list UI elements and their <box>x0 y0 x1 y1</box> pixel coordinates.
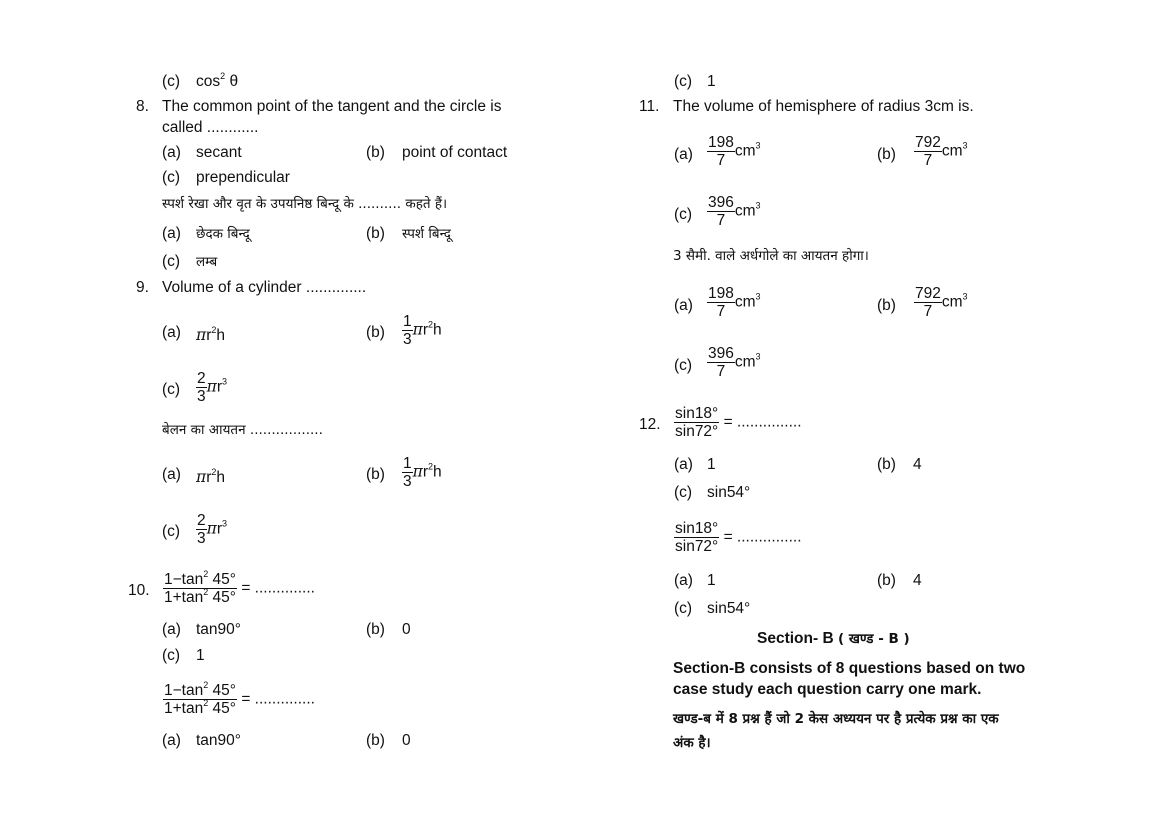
option-text: 1 <box>707 73 716 90</box>
question-formula: $\frac{1-\tan^2 45^\circ}{1+\tan^2 45^\circ}$ = .............. <box>164 680 315 717</box>
option-label: (c) <box>674 484 693 501</box>
option-text: secant <box>196 144 242 161</box>
option-formula: $\pi r^2h$ <box>196 325 225 344</box>
option-formula: $\frac{198}{7}$ $cm^3$ <box>708 134 761 169</box>
option-label: (c) <box>162 253 181 270</box>
option-text: 0 <box>402 732 411 749</box>
option-text: sin54° <box>707 600 751 617</box>
option-text: 4 <box>913 572 922 589</box>
option-label: (c) <box>674 357 693 374</box>
question-text: The common point of the tangent and the circle is <box>162 98 502 115</box>
option-label: (a) <box>162 144 181 161</box>
option-text: स्पर्श बिन्दू <box>402 226 451 242</box>
option-text: $\cos^2 \theta$ <box>196 71 239 90</box>
question-number: 10. <box>128 582 150 599</box>
option-text: tan90° <box>196 621 241 638</box>
option-label: (c) <box>162 523 181 540</box>
hindi-question-text: बेलन का आयतन ................. <box>162 422 323 438</box>
option-label: (a) <box>674 146 693 163</box>
option-formula: $\frac{1}{3}$ $\pi r^2h$ <box>403 455 442 490</box>
question-text: Volume of a cylinder .............. <box>162 279 367 296</box>
section-instruction-hindi: अंक है। <box>673 735 711 751</box>
question-number: 9. <box>136 279 149 296</box>
option-label: (c) <box>162 381 181 398</box>
option-label: (a) <box>674 456 693 473</box>
option-label: (c) <box>162 169 181 186</box>
question-formula: $\frac{\sin 18^\circ}{\sin 72^\circ}$ = ............... <box>675 405 802 440</box>
option-label: (a) <box>674 297 693 314</box>
option-text: 0 <box>402 621 411 638</box>
option-formula: $\frac{198}{7}$ $cm^3$ <box>708 285 761 320</box>
option-formula: $\frac{396}{7}$ $cm^3$ <box>708 345 761 380</box>
option-label: (a) <box>674 572 693 589</box>
option-text: sin54° <box>707 484 751 501</box>
section-instruction-hindi: खण्ड-ब में 8 प्रश्न हैं जो 2 केस अध्ययन पर है प्रत्येक प्रश्न का एक <box>673 711 999 727</box>
question-number: 12. <box>639 416 661 433</box>
option-text: छेदक बिन्दू <box>196 226 250 242</box>
option-formula: $\pi r^2h$ <box>196 467 225 486</box>
option-text: 1 <box>707 456 716 473</box>
question-text: called ............ <box>162 119 259 136</box>
option-label: (b) <box>366 144 385 161</box>
option-label: (b) <box>877 297 896 314</box>
option-formula: $\frac{1}{3}$ $\pi r^2h$ <box>403 313 442 348</box>
option-label: (b) <box>366 225 385 242</box>
hindi-question-text: स्पर्श रेखा और वृत के उपयनिष्ठ बिन्दू के .......... कहते हैं। <box>162 196 448 212</box>
question-number: 8. <box>136 98 149 115</box>
option-label: (c) <box>162 647 181 664</box>
option-label: (a) <box>162 621 181 638</box>
option-label: (b) <box>366 732 385 749</box>
option-text: point of contact <box>402 144 508 161</box>
section-instruction: case study each question carry one mark. <box>673 681 982 698</box>
option-label: (b) <box>877 456 896 473</box>
option-formula: $\frac{2}{3}$ $\pi r^3$ <box>197 512 227 547</box>
option-formula: $\frac{792}{7}$ $cm^3$ <box>915 285 968 320</box>
option-label: (c) <box>674 600 693 617</box>
option-label: (b) <box>877 146 896 163</box>
option-label: (b) <box>366 621 385 638</box>
option-text: 1 <box>707 572 716 589</box>
option-text: 4 <box>913 456 922 473</box>
option-text: लम्ब <box>196 254 218 270</box>
option-text: tan90° <box>196 732 241 749</box>
option-text: prependicular <box>196 169 290 186</box>
option-formula: $\frac{792}{7}$ $cm^3$ <box>915 134 968 169</box>
section-instruction: Section-B consists of 8 questions based on two <box>673 660 1026 677</box>
option-text: 1 <box>196 647 205 664</box>
question-formula: $\frac{\sin 18^\circ}{\sin 72^\circ}$ = ............... <box>675 520 802 555</box>
option-formula: $\frac{2}{3}$ $\pi r^3$ <box>197 370 227 405</box>
option-label: (c) <box>674 73 693 90</box>
option-label: (b) <box>366 466 385 483</box>
question-formula: $\frac{1-\tan^2 45^\circ}{1+\tan^2 45^\circ}$ = .............. <box>164 569 315 606</box>
option-label: (c) <box>162 73 181 90</box>
option-label: (a) <box>162 732 181 749</box>
option-label: (a) <box>162 225 181 242</box>
question-text: The volume of hemisphere of radius 3cm is. <box>673 98 974 115</box>
option-label: (a) <box>162 324 181 341</box>
option-label: (b) <box>366 324 385 341</box>
option-label: (c) <box>674 206 693 223</box>
option-label: (b) <box>877 572 896 589</box>
question-number: 11. <box>639 98 660 115</box>
option-formula: $\frac{396}{7}$ $cm^3$ <box>708 194 761 229</box>
section-title: Section- B ( खण्ड - B ) <box>757 630 910 647</box>
option-label: (a) <box>162 466 181 483</box>
hindi-question-text: 3 सैमी. वाले अर्धगोले का आयतन होगा। <box>673 248 869 264</box>
